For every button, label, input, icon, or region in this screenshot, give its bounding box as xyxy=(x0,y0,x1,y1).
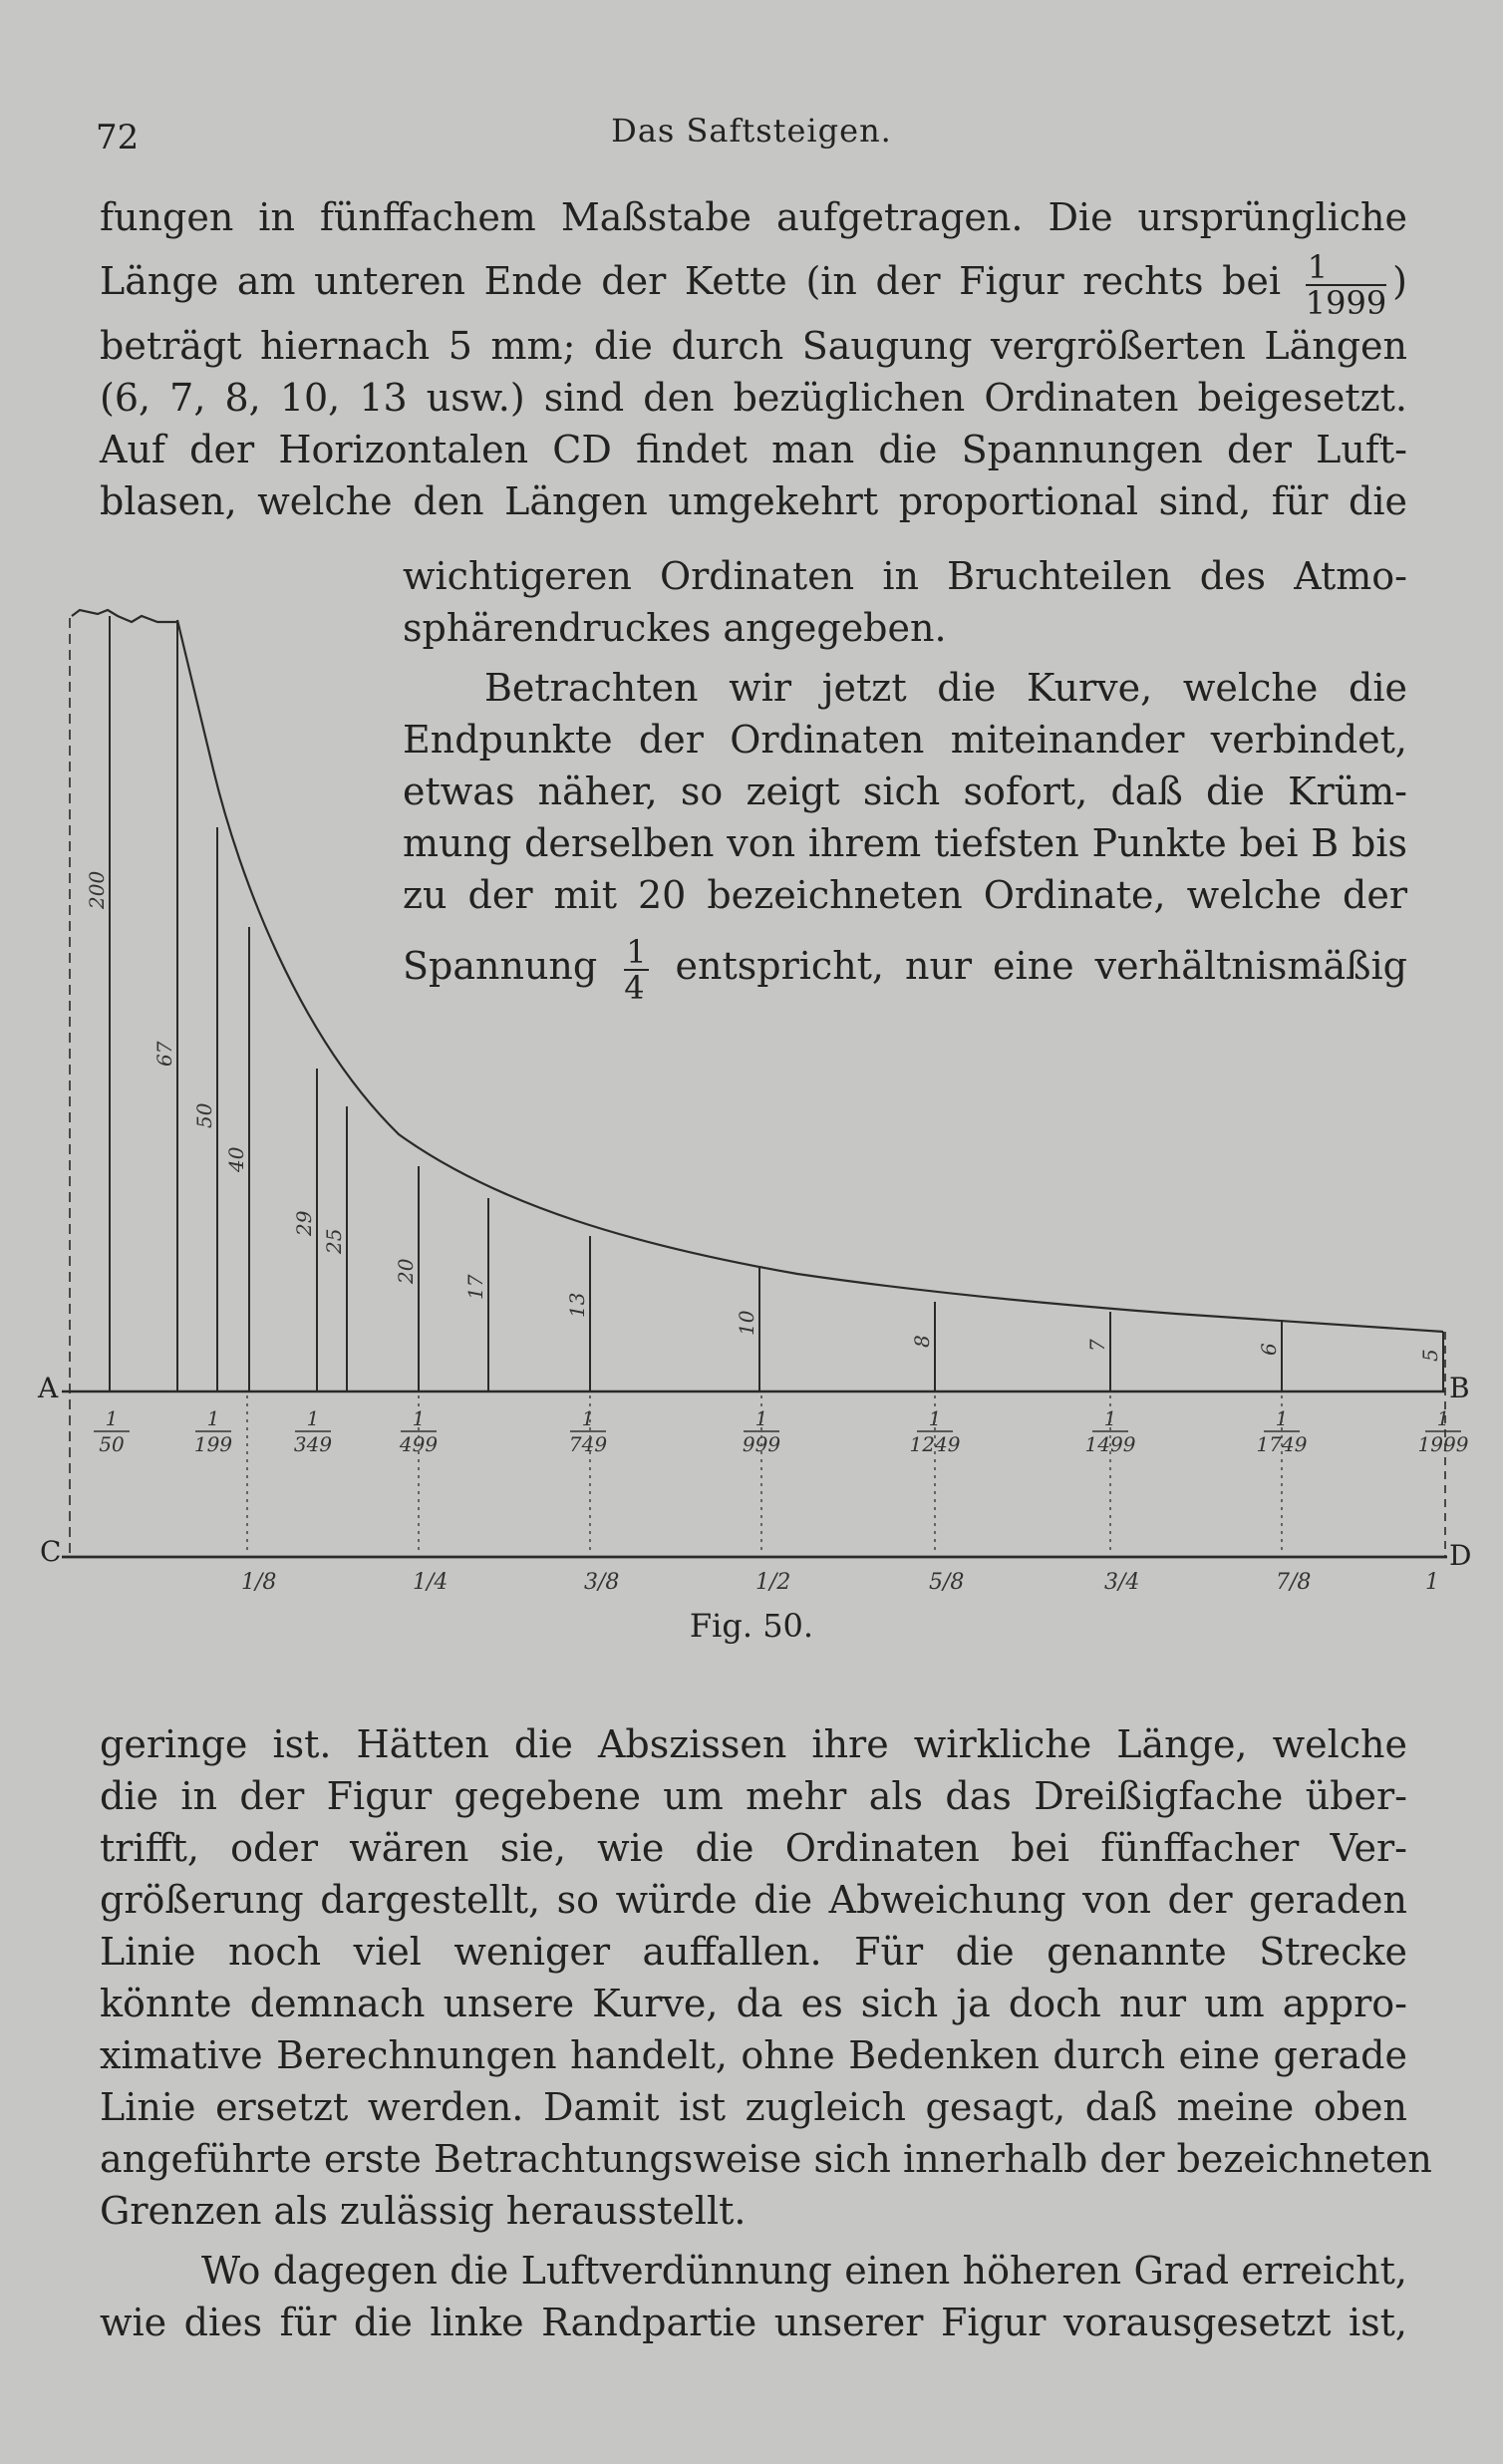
fraction-denominator: 1499 xyxy=(1084,1432,1136,1456)
fraction-denominator: 349 xyxy=(293,1432,333,1456)
fraction-denominator: 499 xyxy=(399,1432,439,1456)
ordinate-label: 13 xyxy=(565,1292,589,1318)
ordinate-label: 25 xyxy=(322,1228,346,1254)
fraction-denominator: 1999 xyxy=(1417,1432,1469,1456)
fraction-numerator: 1 xyxy=(581,1406,595,1430)
fraction-denominator: 1999 xyxy=(1305,283,1387,322)
text-line: Linie noch viel weniger auffallen. Für die genannte Strecke xyxy=(100,1930,1407,1974)
fraction-denominator: 999 xyxy=(742,1432,781,1456)
text-line: blasen, welche den Längen umgekehrt proportional sind, für die xyxy=(100,478,1407,523)
text-line: Grenzen als zulässig herausstellt. xyxy=(100,2189,747,2233)
fraction-denominator: 4 xyxy=(624,968,645,1007)
ordinate-end-curve xyxy=(177,620,1443,1332)
label-A: A xyxy=(38,1372,59,1404)
text-line: mung derselben von ihrem tiefsten Punkte bei B bis xyxy=(403,821,1407,865)
fraction-numerator: 1 xyxy=(1275,1406,1289,1430)
cd-label: 1/4 xyxy=(413,1570,449,1595)
text-line: fungen in fünffachem Maßstabe aufgetragen. Die ursprüngliche xyxy=(100,195,1407,239)
paragraph-4 xyxy=(100,2245,1407,2348)
text-line: etwas näher, so zeigt sich sofort, daß die Krüm- xyxy=(403,770,1407,813)
fraction-denominator: 1249 xyxy=(909,1432,961,1456)
fraction-numerator: 1 xyxy=(928,1406,942,1430)
ordinate-label: 17 xyxy=(463,1274,487,1300)
text-line: geringe ist. Hätten die Abszissen ihre wirkliche Länge, welche xyxy=(100,1722,1407,1766)
ordinate-label: 40 xyxy=(224,1146,248,1172)
text-line: (6, 7, 8, 10, 13 usw.) sind den bezüglichen Ordinaten beigesetzt. xyxy=(100,375,1407,420)
page-number: 72 xyxy=(96,118,140,157)
text-fragment: ) xyxy=(1392,259,1407,303)
text-line: Auf der Horizontalen CD findet man die Spannungen der Luft- xyxy=(100,427,1407,471)
cd-label: 1/8 xyxy=(241,1570,277,1595)
fraction-numerator: 1 xyxy=(412,1406,426,1430)
text-line: wie dies für die linke Randpartie unserer Figur vorausgesetzt ist, xyxy=(100,2301,1407,2344)
label-B: B xyxy=(1449,1372,1470,1404)
text-line: Betrachten wir jetzt die Kurve, welche die xyxy=(484,666,1407,710)
fraction-numerator: 1 xyxy=(1436,1406,1450,1430)
figure-caption: Fig. 50. xyxy=(689,1607,814,1645)
text-fragment: Spannung xyxy=(403,944,598,988)
text-line: ximative Berechnungen handelt, ohne Bedenken durch eine gerade xyxy=(100,2033,1407,2077)
ordinate-label: 20 xyxy=(394,1258,418,1284)
ordinate-label: 7 xyxy=(1085,1339,1109,1352)
label-D: D xyxy=(1449,1539,1472,1572)
running-title: Das Saftsteigen. xyxy=(611,112,892,150)
text-line: könnte demnach unsere Kurve, da es sich ja doch nur um appro- xyxy=(100,1982,1407,2025)
cd-label: 5/8 xyxy=(929,1570,965,1595)
text-line: wichtigeren Ordinaten in Bruchteilen des Atmo- xyxy=(403,554,1407,598)
ordinate-label: 50 xyxy=(192,1102,216,1128)
figure-top-edge xyxy=(72,610,177,622)
fraction-numerator: 1 xyxy=(206,1406,220,1430)
text-line: größerung dargestellt, so würde die Abweichung von der geraden xyxy=(100,1878,1407,1922)
ordinate-label: 8 xyxy=(910,1335,934,1348)
cd-label: 1/2 xyxy=(755,1570,791,1595)
text-line: beträgt hiernach 5 mm; die durch Saugung vergrößerten Längen xyxy=(100,323,1407,368)
text-line: zu der mit 20 bezeichneten Ordinate, welche der xyxy=(403,873,1407,917)
fraction-numerator: 1 xyxy=(1306,250,1386,286)
ordinate-label: 200 xyxy=(85,870,109,909)
text-fragment: entspricht, nur eine verhältnismäßig xyxy=(675,944,1407,988)
ordinate-label: 67 xyxy=(152,1041,176,1067)
paragraph-3 xyxy=(100,1718,1432,2237)
text-line: die in der Figur gegebene um mehr als das Dreißigfache über- xyxy=(100,1774,1407,1818)
text-line: angeführte erste Betrachtungsweise sich innerhalb der bezeichneten xyxy=(100,2137,1432,2181)
fraction-numerator: 1 xyxy=(1103,1406,1117,1430)
text-line: Endpunkte der Ordinaten miteinander verbindet, xyxy=(403,718,1407,762)
cd-label: 3/4 xyxy=(1104,1570,1140,1595)
label-C: C xyxy=(40,1535,62,1568)
fraction-numerator: 1 xyxy=(754,1406,768,1430)
fraction-denominator: 749 xyxy=(568,1432,608,1456)
cd-label: 1 xyxy=(1425,1570,1439,1595)
text-line: Linie ersetzt werden. Damit ist zugleich gesagt, daß meine oben xyxy=(100,2085,1407,2129)
fraction-numerator: 1 xyxy=(105,1406,119,1430)
fraction-numerator: 1 xyxy=(626,932,647,971)
fraction-denominator: 1749 xyxy=(1256,1432,1308,1456)
ordinate-label: 29 xyxy=(292,1210,316,1236)
text-fragment: Länge am unteren Ende der Kette (in der Figur rechts bei xyxy=(100,259,1282,303)
ordinate-label: 5 xyxy=(1418,1349,1442,1362)
fraction-denominator: 50 xyxy=(99,1432,125,1456)
ordinate-label: 10 xyxy=(735,1310,758,1336)
cd-label: 7/8 xyxy=(1276,1570,1312,1595)
text-line: sphärendruckes angegeben. xyxy=(403,606,947,650)
fraction-numerator: 1 xyxy=(306,1406,320,1430)
text-line: trifft, oder wären sie, wie die Ordinaten bei fünffacher Ver- xyxy=(100,1826,1407,1870)
ordinate-label: 6 xyxy=(1257,1343,1281,1356)
fraction-denominator: 199 xyxy=(193,1432,233,1456)
cd-label: 3/8 xyxy=(584,1570,620,1595)
text-line: Wo dagegen die Luftverdünnung einen höheren Grad erreicht, xyxy=(201,2249,1407,2293)
